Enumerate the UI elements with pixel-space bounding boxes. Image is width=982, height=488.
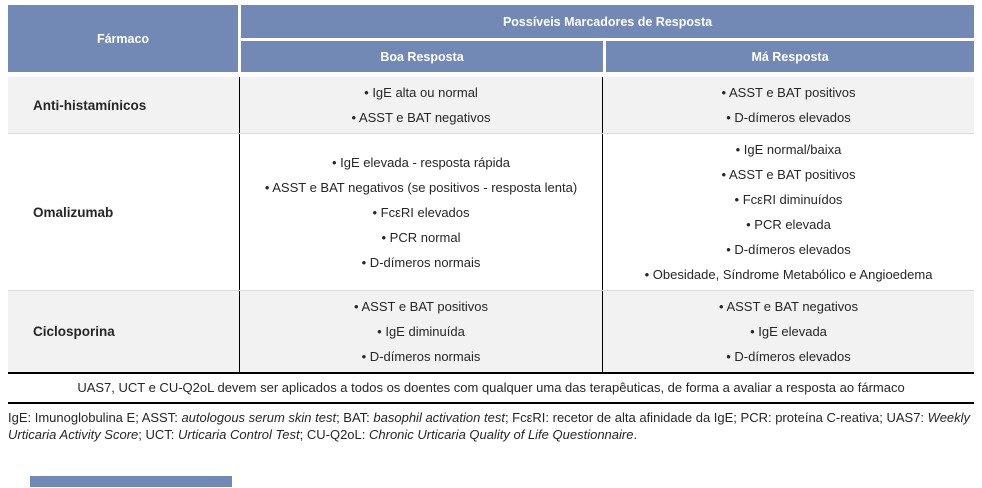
marker-item: • FcεRI elevados <box>372 204 470 220</box>
legend-term-italic: basophil activation test <box>373 410 505 425</box>
marker-item: • IgE elevada - resposta rápida <box>332 154 510 170</box>
legend-text: ; CU-Q2oL: <box>299 426 369 442</box>
bad-response-cell <box>603 134 974 290</box>
drug-name: Ciclosporina <box>33 324 115 339</box>
bad-response-cell <box>603 291 974 372</box>
table-row <box>8 77 974 133</box>
table-row <box>8 133 974 290</box>
marker-item: • IgE elevada <box>750 324 827 339</box>
legend-term-italic: autologous serum skin test <box>181 410 337 425</box>
next-table-header-bar <box>30 476 232 487</box>
drug-name: Anti-histamínicos <box>33 97 147 113</box>
column-header-good-response-label: Boa Resposta <box>380 49 464 64</box>
marker-item: • IgE alta ou normal <box>364 85 478 100</box>
marker-item: • Obesidade, Síndrome Metabólico e Angioedema <box>644 267 933 282</box>
table-body <box>8 77 974 374</box>
marker-item: • D-dímeros normais <box>361 349 481 364</box>
column-header-farmaco-label: Fármaco <box>96 31 150 46</box>
legend-text: . <box>633 426 638 442</box>
legend-text: ; BAT: <box>336 410 374 425</box>
marker-item: • FcεRI diminuídos <box>734 192 843 207</box>
column-group-header-markers-label: Possíveis Marcadores de Resposta <box>502 14 713 29</box>
legend-text: IgE: Imunoglobulina E; ASST: <box>8 410 182 425</box>
marker-item: • ASST e BAT negativos <box>719 299 858 314</box>
drug-name: Omalizumab <box>33 204 114 220</box>
column-header-good-response <box>241 41 603 72</box>
legend-text: ; UCT: <box>138 426 179 442</box>
marker-item: • D-dímeros elevados <box>726 242 851 257</box>
marker-item: • ASST e BAT negativos (se positivos - resposta lenta) <box>264 179 578 195</box>
marker-item: • PCR elevada <box>746 217 831 232</box>
legend-text: ; FcεRI: recetor de alta afinidade da IgE; PCR: proteína C-reativa; UAS7: <box>504 410 928 425</box>
table-header <box>8 5 974 72</box>
marker-item: • PCR normal <box>381 229 461 245</box>
marker-item: • D-dímeros elevados <box>726 349 851 364</box>
marker-item: • IgE normal/baixa <box>735 142 842 157</box>
table-footer-note: UAS7, UCT e CU-Q2oL devem ser aplicados a todos os doentes com qualquer uma das terapêuticas, de forma a avaliar a resposta ao fármaco <box>8 374 974 404</box>
abbreviations-legend <box>8 410 974 443</box>
column-header-farmaco <box>8 5 238 72</box>
table-row <box>8 290 974 372</box>
good-response-cell <box>239 77 603 133</box>
marker-item: • IgE diminuída <box>377 324 465 339</box>
good-response-cell <box>239 134 603 290</box>
marker-item: • ASST e BAT positivos <box>721 85 856 100</box>
column-header-bad-response <box>606 41 974 72</box>
column-group-header-markers <box>241 5 974 38</box>
marker-item: • D-dímeros elevados <box>726 110 851 125</box>
marker-item: • ASST e BAT positivos <box>721 167 856 182</box>
legend-term-italic: Weekly Urticaria Activity Score <box>8 410 971 442</box>
legend-term-italic: Urticaria Control Test <box>178 426 300 442</box>
marker-item: • ASST e BAT positivos <box>354 299 488 314</box>
good-response-cell <box>239 291 603 372</box>
column-header-bad-response-label: Má Resposta <box>751 49 829 64</box>
legend-term-italic: Chronic Urticaria Quality of Life Questionnaire <box>369 426 634 442</box>
marker-item: • D-dímeros normais <box>361 254 481 270</box>
bad-response-cell <box>603 77 974 133</box>
marker-item: • ASST e BAT negativos <box>351 110 491 125</box>
